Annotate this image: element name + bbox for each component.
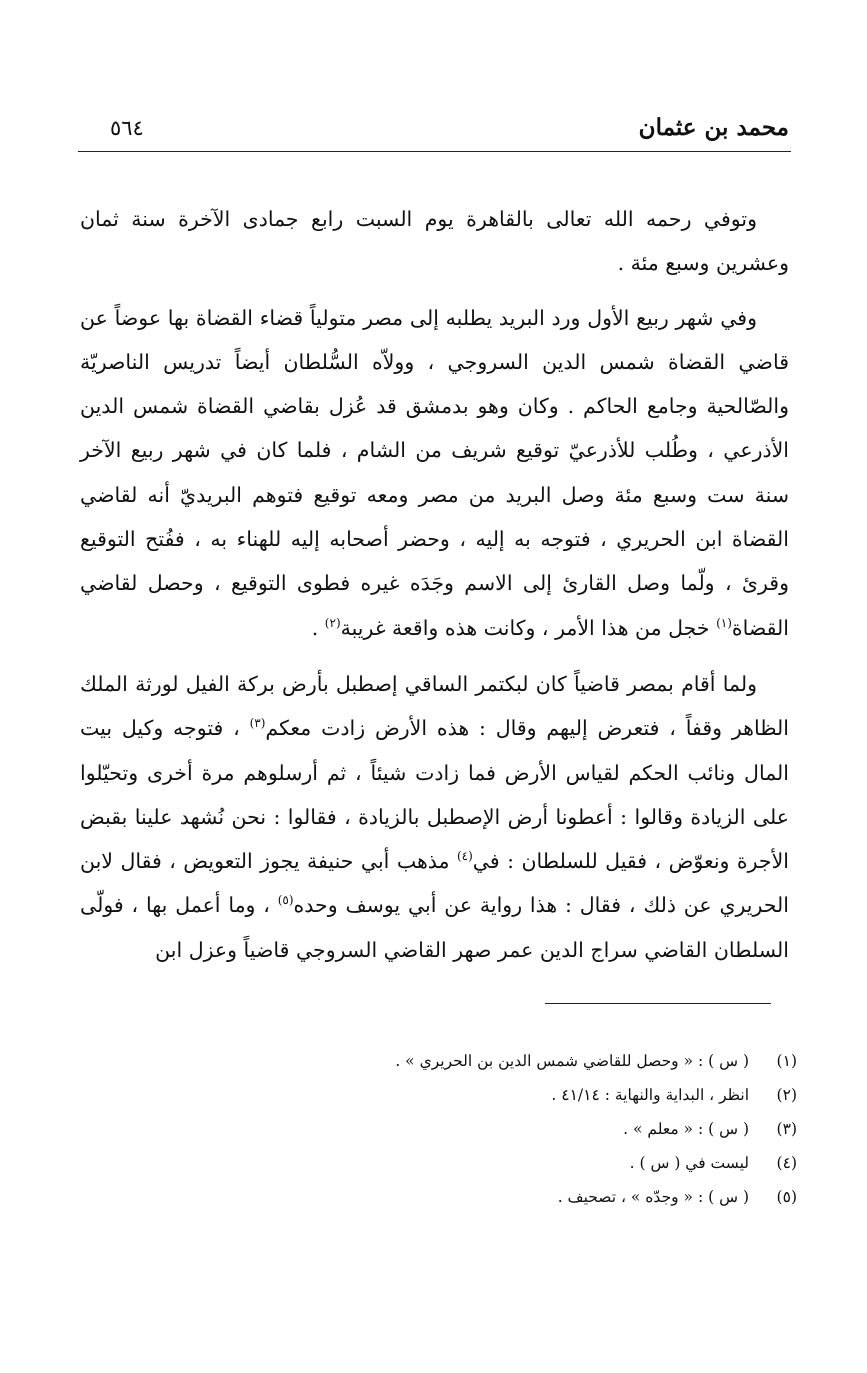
footnote-number: (٥) [776, 1188, 797, 1206]
footnote-ref-2[interactable]: (٢) [324, 615, 341, 630]
footnote-text: ( س ) : « وحصل للقاضي شمس الدين بن الحريري » . [395, 1052, 749, 1070]
page-header [80, 112, 789, 152]
main-text [80, 197, 789, 972]
footnote-number: (١) [776, 1052, 797, 1070]
paragraph-1-text: وتوفي رحمه الله تعالى بالقاهرة يوم السبت رابع جمادى الآخرة سنة ثمان وعشرين وسبع مئة . [80, 207, 789, 276]
footnote-1 [200, 1044, 797, 1078]
paragraph-2-text-c: . [311, 615, 325, 640]
paragraph-2-text-a: وفي شهر ربيع الأول ورد البريد يطلبه إلى مصر متولياً قضاء القضاة بها عوضاً عن قاضي القضاة شمس الدين السروجي ، وولاّه السُّلطان أيضاً تدريس الناصريّة والصّالحية وجامع الحاكم . وكان وهو بدمشق قد عُزل بقاضي القضاة شمس الدين الأذرعي ، وطُلب للأذرعيّ توقيع شريف من الشام ، فلما كان في شهر ربيع الآخر سنة ست وسبع مئة وصل البريد من مصر ومعه توقيع فتوهم البريديّ أنه لقاضي القضاة ابن الحريري ، فتوجه به إليه ، وحضر أصحابه إليه للهناء به ، ففُتح التوقيع وقرئ ، ولّما وصل القارئ إلى الاسم وجَدَه غيره فطوى التوقيع ، وحصل لقاضي القضاة [80, 305, 789, 640]
paragraph-3-text-a: ولما أقام بمصر قاضياً كان لبكتمر الساقي إصطبل بأرض بركة الفيل لورثة الملك الظاهر وقفاً ، فتعرض إليهم وقال : هذه الأرض زادت معكم [80, 671, 790, 741]
footnote-number: (٤) [776, 1154, 797, 1172]
paragraph-3-text-d: ، وما أعمل بها ، فولّى السلطان القاضي سراج الدين عمر صهر القاضي السروجي قاضياً وعزل ابن [80, 893, 789, 962]
header-rule [78, 151, 791, 152]
footnote-text: ( س ) : « وجدّه » ، تصحيف . [557, 1188, 749, 1206]
footnote-ref-4[interactable]: (٤) [456, 849, 473, 864]
paragraph-2-text-b: خجل من هذا الأمر ، وكانت هذه واقعة غريبة [340, 615, 717, 640]
footnote-3 [200, 1112, 797, 1146]
footnote-ref-5[interactable]: (٥) [277, 893, 294, 908]
footnote-text: انظر ، البداية والنهاية : ٤١/١٤ . [551, 1086, 749, 1104]
paragraph-3 [80, 662, 789, 972]
footnote-number: (٣) [776, 1120, 797, 1138]
running-title: محمد بن عثمان [638, 114, 789, 141]
paragraph-3-text-c: مذهب أبي حنيفة يجوز التعويض ، فقال لابن الحريري عن ذلك ، فقال : هذا رواية عن أبي يوسف وحده [80, 849, 789, 918]
footnote-2 [200, 1078, 797, 1112]
footnote-ref-1[interactable]: (١) [716, 615, 732, 630]
footnote-rule [545, 1003, 771, 1004]
footnotes [200, 1044, 797, 1214]
footnote-text: ( س ) : « معلم » . [623, 1120, 749, 1138]
footnote-ref-3[interactable]: (٣) [249, 716, 266, 731]
footnote-4 [200, 1146, 797, 1180]
footnote-5 [200, 1180, 797, 1214]
page-number: ٥٦٤ [110, 116, 144, 140]
footnote-text: ليست في ( س ) . [629, 1154, 749, 1172]
footnote-number: (٢) [776, 1086, 797, 1104]
paragraph-2 [80, 296, 789, 650]
paragraph-3-text-b: ، فتوجه وكيل بيت المال ونائب الحكم لقياس الأرض فما زادت شيئاً ، ثم أرسلوهم مرة أخرى وتحيّلوا على الزيادة وقالوا : أعطونا أرض الإصطبل بالزيادة ، فقالوا : نحن نُشهد علينا بقبض الأجرة ونعوّض ، فقيل للسلطان : في [80, 716, 789, 874]
paragraph-1 [80, 197, 789, 286]
